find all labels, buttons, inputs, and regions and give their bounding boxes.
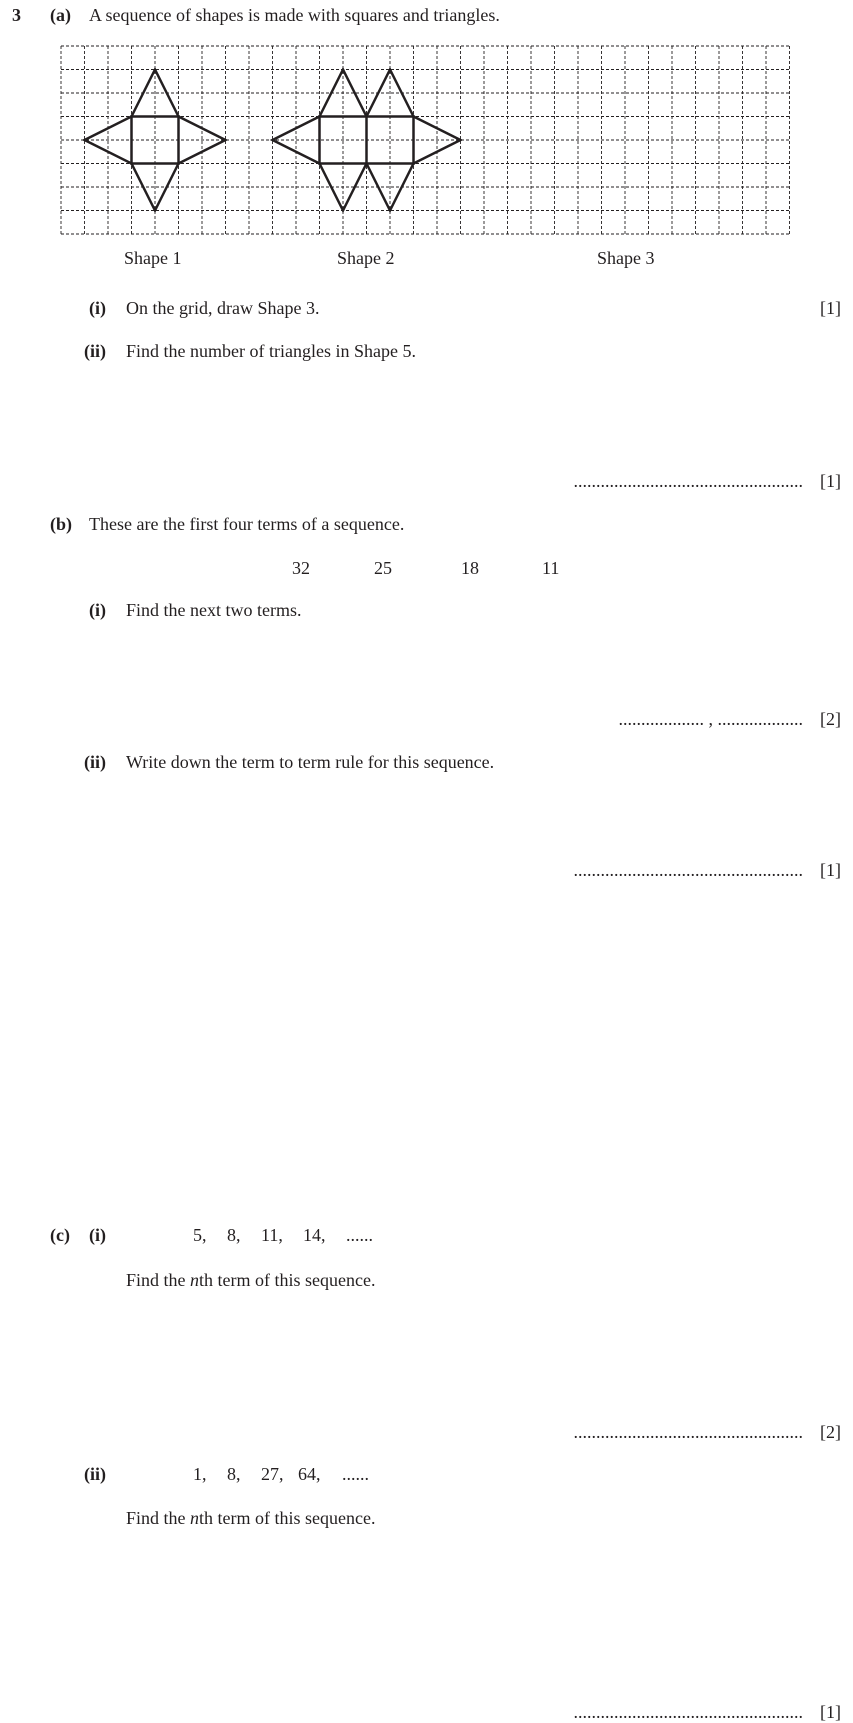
part-c-i-text: Find the nth term of this sequence. [126,1270,376,1290]
part-b-ii-label: (ii) [84,752,106,772]
c-ii-seq-2: 8, [227,1464,241,1484]
part-a-label: (a) [50,5,71,25]
part-a-ii-text: Find the number of triangles in Shape 5. [126,341,416,361]
part-b-ii-marks: [1] [820,860,841,880]
c-i-seq-1: 5, [193,1225,207,1245]
c-i-seq-3: 11, [261,1225,283,1245]
part-b-label: (b) [50,514,72,534]
part-b-i-marks: [2] [820,709,841,729]
part-b-ii-answer-line[interactable]: ................................................... [573,860,803,880]
part-c-i-label: (i) [89,1225,106,1245]
c-ii-seq-4: 64, [298,1464,321,1484]
c-ii-seq-3: 27, [261,1464,284,1484]
part-b-intro: These are the first four terms of a sequence. [89,514,405,534]
shape-2-label: Shape 2 [337,248,395,268]
part-b-i-text: Find the next two terms. [126,600,302,620]
part-c-ii-label: (ii) [84,1464,106,1484]
part-c-ii-text: Find the nth term of this sequence. [126,1508,376,1528]
part-a-ii-marks: [1] [820,471,841,491]
part-b-i-label: (i) [89,600,106,620]
part-a-i-label: (i) [89,298,106,318]
part-c-ii-marks: [1] [820,1702,841,1722]
part-a-ii-label: (ii) [84,341,106,361]
c-i-seq-5: ...... [346,1225,373,1245]
term-1: 32 [292,558,310,578]
part-b-ii-text: Write down the term to term rule for this sequence. [126,752,495,772]
part-a-i-marks: [1] [820,298,841,318]
part-a-ii-answer-line[interactable]: ................................................... [573,471,803,491]
term-3: 18 [461,558,479,578]
shape-3-label: Shape 3 [597,248,655,268]
part-b-i-answer-line[interactable]: ................... , ................... [618,709,803,729]
c-ii-seq-1: 1, [193,1464,207,1484]
question-number: 3 [12,5,21,25]
part-c-i-marks: [2] [820,1422,841,1442]
term-2: 25 [374,558,392,578]
shape-1-label: Shape 1 [124,248,182,268]
term-4: 11 [542,558,560,578]
c-i-seq-2: 8, [227,1225,241,1245]
c-ii-seq-5: ...... [342,1464,369,1484]
shape-grid[interactable] [60,45,794,237]
part-a-intro: A sequence of shapes is made with squares and triangles. [89,5,500,25]
part-c-label: (c) [50,1225,70,1245]
part-c-ii-answer-line[interactable]: ................................................... [573,1702,803,1722]
c-i-seq-4: 14, [303,1225,326,1245]
part-c-i-answer-line[interactable]: ................................................... [573,1422,803,1442]
shape-1 [85,70,226,211]
part-a-i-text: On the grid, draw Shape 3. [126,298,320,318]
